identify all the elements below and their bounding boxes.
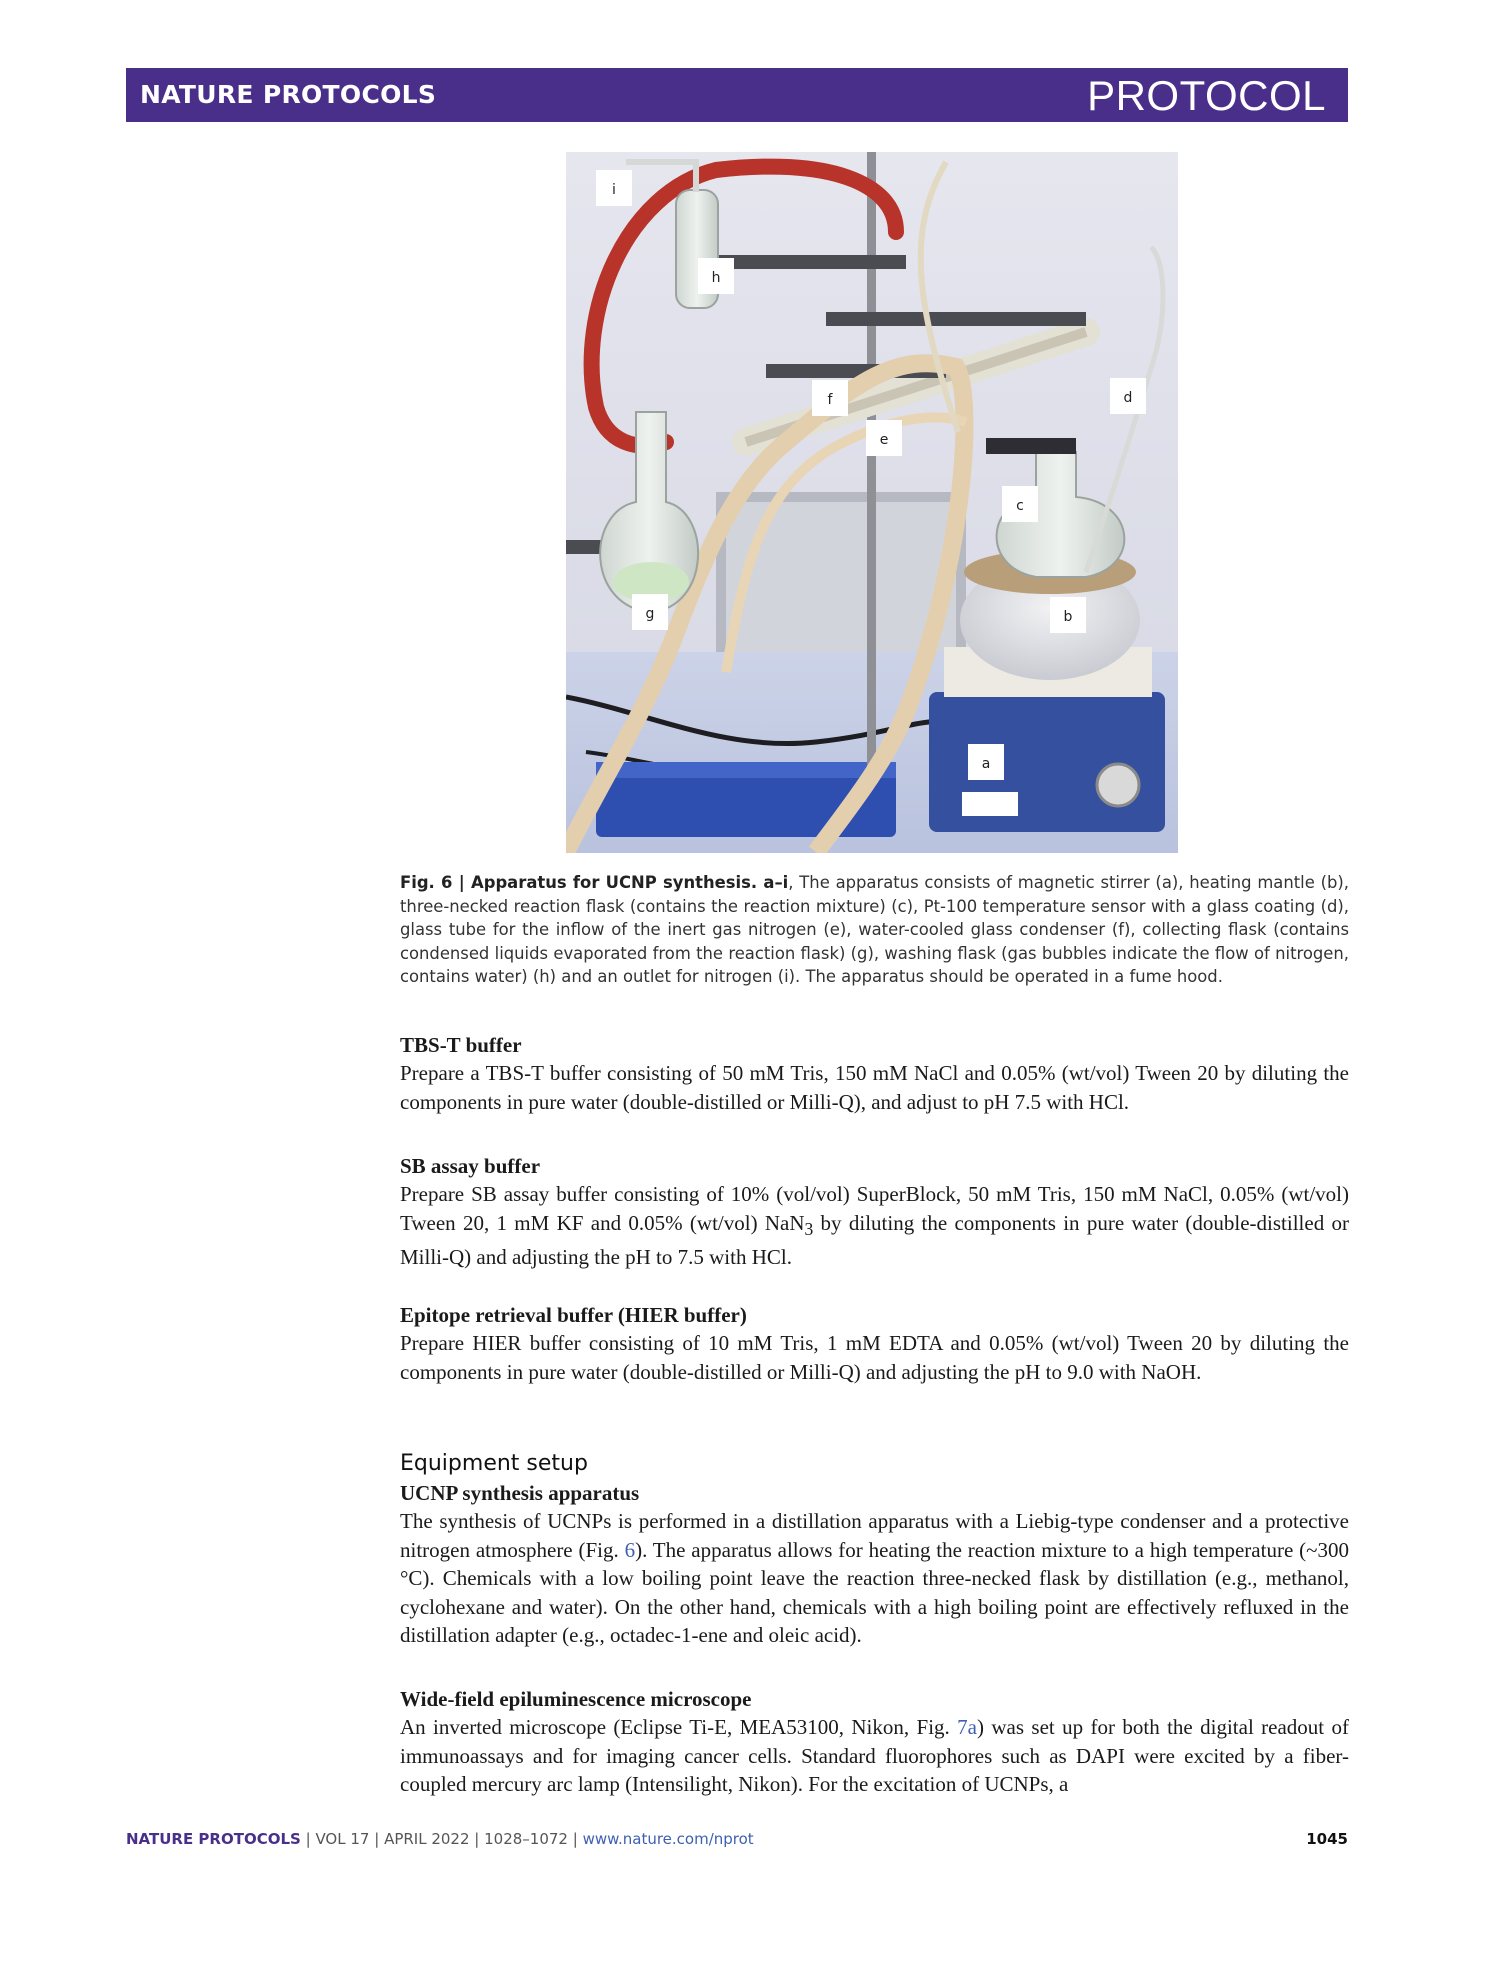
sb-heading: SB assay buffer: [400, 1154, 541, 1178]
figure-label-a: a: [981, 756, 991, 772]
page-number: 1045: [1306, 1830, 1348, 1848]
photo-stirrer-knob: [1097, 764, 1139, 806]
figure-caption-label: Fig. 6 | Apparatus for UCNP synthesis. a–i: [400, 873, 789, 892]
ucnp-text-part-2: ). The apparatus allows for heating the reaction mixture to a high temperature (~300 °C). Chemicals with a low boiling point leave the reaction three-necked flask by distillation (e.g., methanol, cyclohexane and water). On the other hand, chemicals with a high boiling point are effectively refluxed in the distillation adapter (e.g., octadec-1-ene and oleic acid).: [400, 1537, 1349, 1648]
footer-separator: |: [567, 1830, 583, 1848]
ucnp-text-part-1: The synthesis of UCNPs is performed in a distillation apparatus with a Liebig-type condenser and a protective nitrogen atmosphere (Fig.: [400, 1509, 1349, 1562]
figure-label-e: e: [879, 432, 889, 448]
journal-name: NATURE PROTOCOLS: [140, 80, 437, 109]
sb-paragraph: [400, 1180, 1349, 1272]
figure-label-f: f: [827, 392, 833, 408]
footer-pages: 1028–1072: [484, 1830, 568, 1848]
ucnp-paragraph: [400, 1507, 1349, 1650]
figure-caption: [400, 871, 1349, 989]
figure-label-d: d: [1123, 390, 1133, 406]
tbs-paragraph: Prepare a TBS-T buffer consisting of 50 mM Tris, 150 mM NaCl and 0.05% (wt/vol) Tween 20 by diluting the components in pure water (double-distilled or Milli-Q), and adjust to pH 7.5 with HCl.: [400, 1061, 1349, 1114]
sb-subscript: 3: [804, 1218, 814, 1239]
figure-label-c: c: [1016, 498, 1024, 514]
hier-paragraph: Prepare HIER buffer consisting of 10 mM Tris, 1 mM EDTA and 0.05% (wt/vol) Tween 20 by diluting the components in pure water (double-distilled or Milli-Q) and adjusting the pH to 9.0 with NaOH.: [400, 1331, 1349, 1384]
figure-label-i: i: [612, 182, 616, 198]
ucnp-heading: UCNP synthesis apparatus: [400, 1481, 640, 1505]
tbs-section: [400, 1031, 1349, 1116]
figure-label-b: b: [1063, 609, 1073, 625]
photo-stand-base-top: [596, 762, 896, 778]
photo-blank-label-box: [962, 792, 1018, 816]
figure-caption-text: , The apparatus consists of magnetic stirrer (a), heating mantle (b), three-necked reaction flask (contains the reaction mixture) (c), Pt-100 temperature sensor with a glass coating (d), glass tube for the inflow of the inert gas nitrogen (e), water-cooled glass condenser (f), collecting flask (contains condensed liquids evaporated from the reaction flask) (g), washing flask (gas bubbles indicate the flow of nitrogen, contains water) (h) and an outlet for nitrogen (i). The apparatus should be operated in a fume hood.: [400, 873, 1350, 986]
hier-section: [400, 1301, 1349, 1386]
footer-separator: |: [300, 1830, 316, 1848]
fig-7a-link[interactable]: 7a: [957, 1715, 977, 1739]
sb-section: [400, 1152, 1349, 1272]
article-type: PROTOCOL: [1087, 72, 1326, 119]
page-footer: [126, 1830, 1348, 1852]
footer-issue: APRIL 2022: [384, 1830, 470, 1848]
photo-stand-rod: [867, 152, 876, 766]
figure-label-g: g: [645, 606, 655, 622]
footer-journal: NATURE PROTOCOLS: [126, 1830, 301, 1848]
apparatus-photo: [566, 152, 1178, 853]
photo-flask-clamp: [986, 438, 1076, 454]
microscope-paragraph: [400, 1713, 1349, 1799]
figure-label-h: h: [711, 270, 721, 286]
microscope-heading: Wide-field epiluminescence microscope: [400, 1687, 752, 1711]
equipment-heading: Equipment setup: [400, 1451, 588, 1476]
equipment-section: [400, 1449, 1349, 1650]
hier-heading: Epitope retrieval buffer (HIER buffer): [400, 1303, 747, 1327]
footer-separator: |: [369, 1830, 385, 1848]
footer-volume: VOL 17: [315, 1830, 370, 1848]
footer-url-link[interactable]: www.nature.com/nprot: [582, 1830, 754, 1848]
photo-mid-clamp: [826, 312, 1086, 326]
tbs-heading: TBS-T buffer: [400, 1033, 522, 1057]
sb-text-part-1: Prepare SB assay buffer consisting of 10% (vol/vol) SuperBlock, 50 mM Tris, 150 mM NaCl, 0.05% (wt/vol) Tween 20, 1 mM KF and 0.05% (wt/vol) NaN: [400, 1182, 1349, 1235]
journal-header-bar: [126, 68, 1348, 122]
footer-separator: |: [469, 1830, 485, 1848]
sb-text-part-2: by diluting the components in pure water (double-distilled or Milli-Q) and adjusting the pH to 7.5 with HCl.: [400, 1210, 1349, 1270]
microscope-text-part-1: An inverted microscope (Eclipse Ti-E, MEA53100, Nikon, Fig.: [400, 1715, 958, 1739]
microscope-text-part-2: ) was set up for both the digital readout of immunoassays and for imaging cancer cells. Standard fluorophores such as DAPI were excited by a fiber-coupled mercury arc lamp (Intensilight, Nikon). For the excitation of UCNPs, a: [400, 1715, 1350, 1797]
fig-6-link[interactable]: 6: [624, 1537, 636, 1562]
microscope-section: [400, 1685, 1349, 1799]
